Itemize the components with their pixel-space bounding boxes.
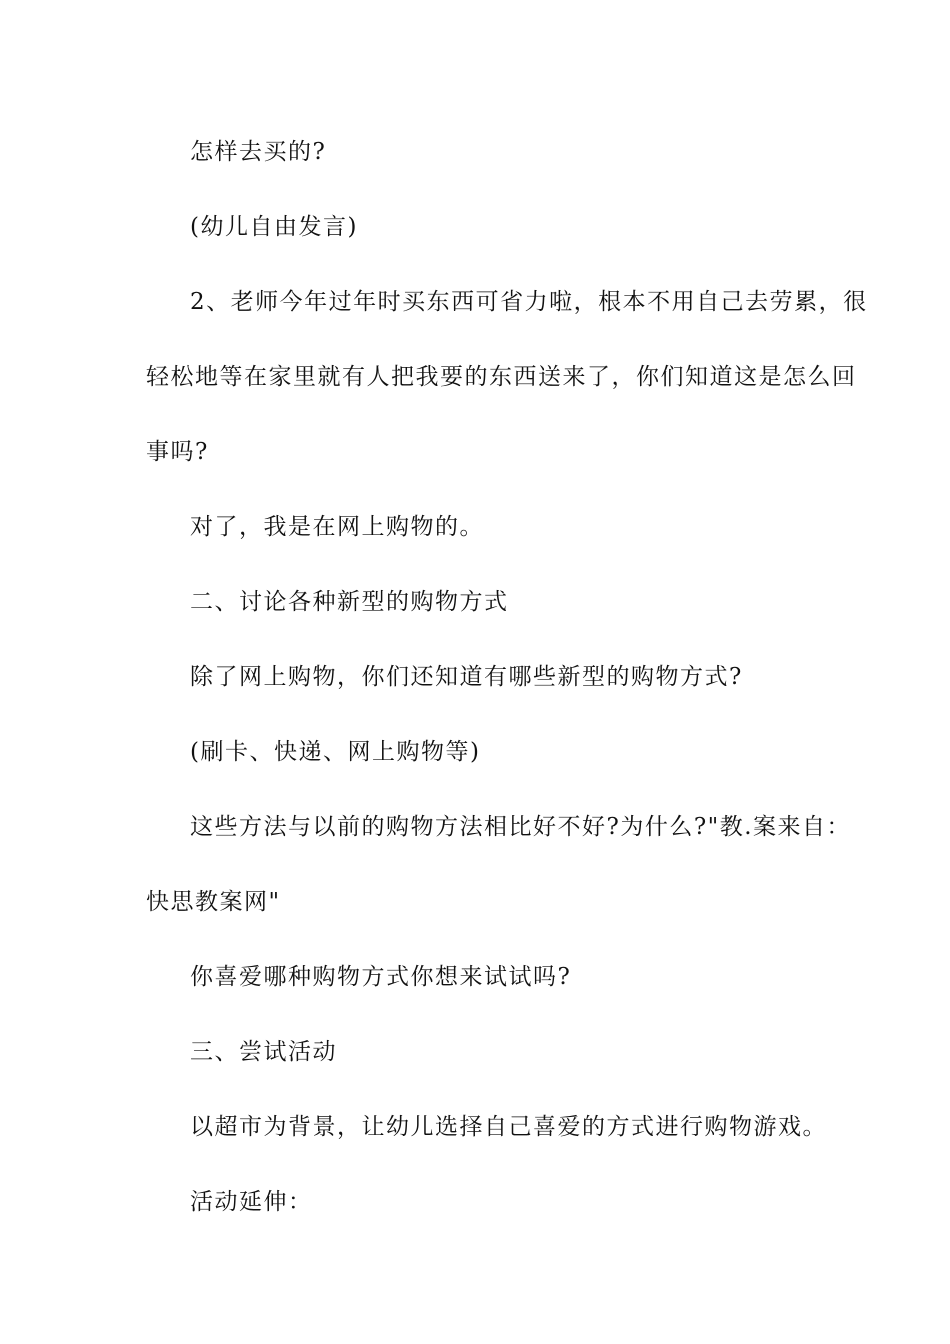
paragraph-line: 你喜爱哪种购物方式你想来试试吗? [190, 964, 572, 990]
paragraph-line: (刷卡、快递、网上购物等) [190, 739, 481, 765]
paragraph-line: 以超市为背景，让幼儿选择自己喜爱的方式进行购物游戏。 [190, 1114, 827, 1140]
paragraph-line: 怎样去买的? [190, 139, 327, 165]
paragraph-line: (幼儿自由发言) [190, 214, 358, 240]
paragraph-line: 事吗? [146, 439, 209, 465]
paragraph-line: 对了，我是在网上购物的。 [190, 514, 484, 540]
paragraph-line: 活动延伸： [190, 1189, 313, 1215]
section-heading: 二、讨论各种新型的购物方式 [190, 589, 509, 615]
paragraph-line: 2、老师今年过年时买东西可省力啦，根本不用自己去劳累，很 [190, 289, 868, 315]
paragraph-line: 除了网上购物，你们还知道有哪些新型的购物方式? [190, 664, 743, 690]
paragraph-line: 快思教案网" [146, 889, 281, 915]
paragraph-line: 轻松地等在家里就有人把我要的东西送来了，你们知道这是怎么回 [146, 364, 857, 390]
paragraph-line: 这些方法与以前的购物方法相比好不好?为什么?"教.案来自： [190, 814, 852, 840]
section-heading: 三、尝试活动 [190, 1039, 337, 1065]
